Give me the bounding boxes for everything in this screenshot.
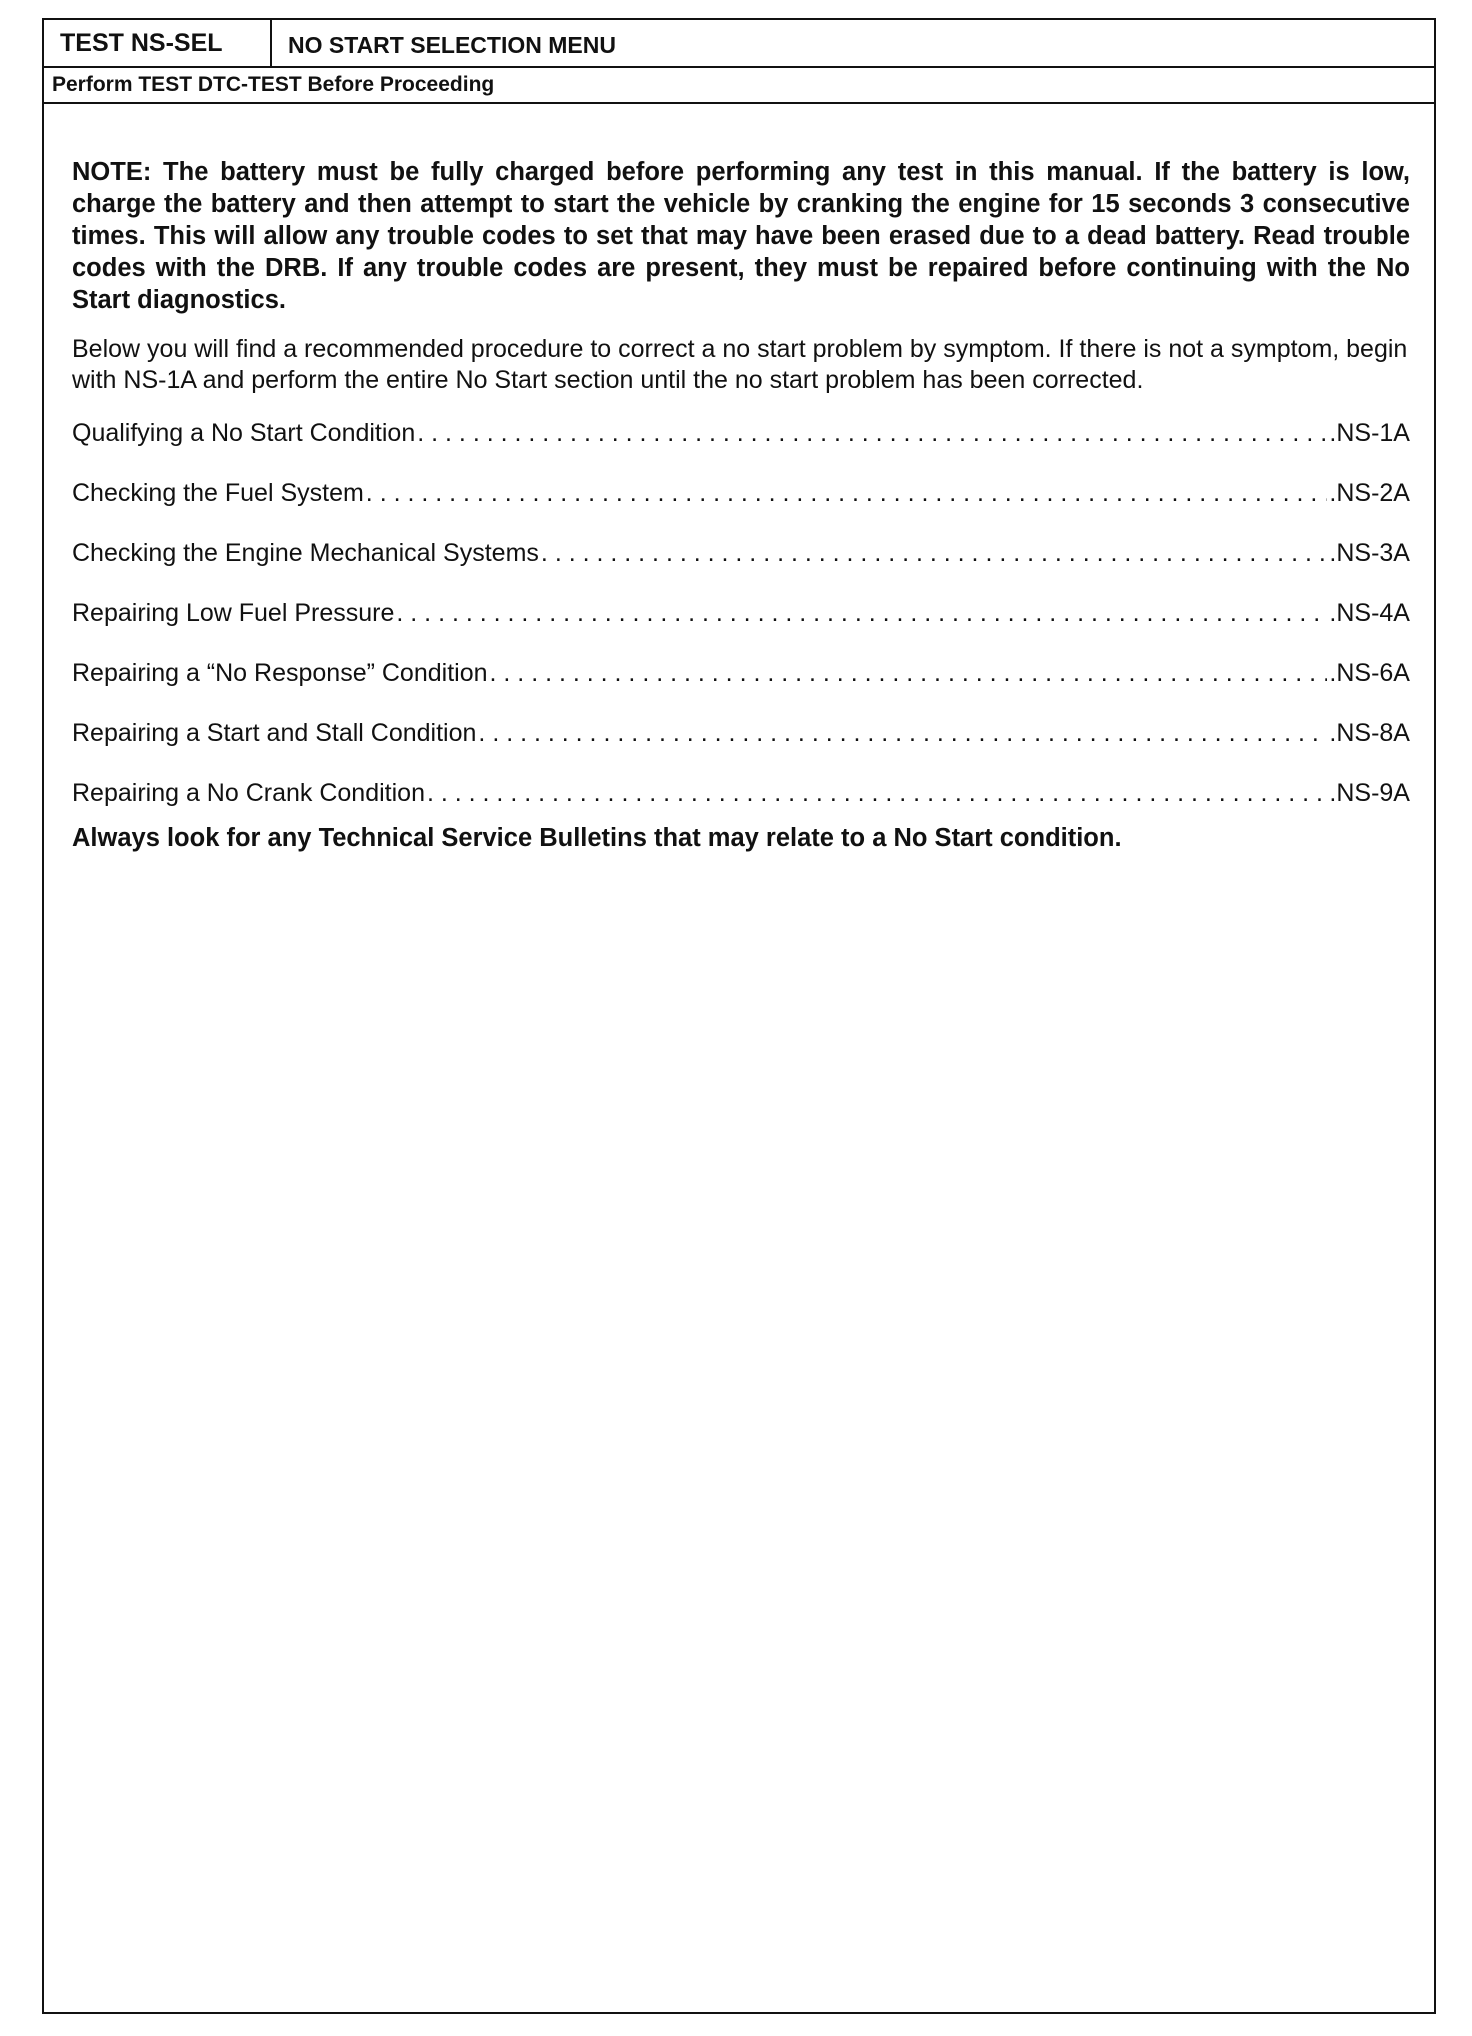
toc-code: .NS-6A bbox=[1329, 659, 1410, 687]
toc-leader-dots bbox=[490, 654, 1328, 692]
procedure-list bbox=[72, 414, 1410, 834]
prerequisite-line: Perform TEST DTC-TEST Before Proceeding bbox=[44, 68, 1434, 104]
battery-note: NOTE: The battery must be fully charged before performing any test in this manual. If the battery is low, charge the battery and then attempt to start the vehicle by cranking the engine for 15 seconds 3 consecutive times. This will allow any trouble codes to set that may have been erased due to a dead battery. Read trouble codes with the DRB. If any trouble codes are present, they must be repaired before continuing with the No Start diagnostics. bbox=[72, 158, 1410, 314]
toc-label: Repairing a No Crank Condition bbox=[72, 779, 425, 807]
test-title: NO START SELECTION MENU bbox=[288, 32, 616, 58]
toc-item-ns-4a[interactable] bbox=[72, 594, 1410, 654]
toc-leader-dots bbox=[427, 774, 1327, 812]
toc-code: .NS-9A bbox=[1329, 779, 1410, 807]
toc-code: .NS-2A bbox=[1329, 479, 1410, 507]
toc-item-ns-3a[interactable] bbox=[72, 534, 1410, 594]
toc-label: Repairing a Start and Stall Condition bbox=[72, 719, 477, 747]
toc-label: Checking the Fuel System bbox=[72, 479, 364, 507]
toc-leader-dots bbox=[396, 594, 1327, 632]
toc-item-ns-1a[interactable] bbox=[72, 414, 1410, 474]
toc-leader-dots bbox=[541, 534, 1327, 572]
content bbox=[72, 156, 1410, 880]
toc-item-ns-6a[interactable] bbox=[72, 654, 1410, 714]
intro-paragraph: Below you will find a recommended procedure to correct a no start problem by symptom. If there is not a symptom, begin with NS-1A and perform the entire No Start section until the no start problem has been corrected. bbox=[72, 335, 1408, 394]
toc-label: Repairing Low Fuel Pressure bbox=[72, 599, 395, 627]
toc-code: .NS-1A bbox=[1329, 419, 1410, 447]
tsb-reminder: Always look for any Technical Service Bulletins that may relate to a No Start condition. bbox=[72, 824, 1122, 852]
toc-item-ns-8a[interactable] bbox=[72, 714, 1410, 774]
toc-code: .NS-8A bbox=[1329, 719, 1410, 747]
toc-code: .NS-4A bbox=[1329, 599, 1410, 627]
toc-label: Qualifying a No Start Condition bbox=[72, 419, 416, 447]
toc-leader-dots bbox=[478, 714, 1327, 752]
test-id: TEST NS-SEL bbox=[44, 20, 272, 66]
document-frame bbox=[42, 18, 1436, 2014]
header-row bbox=[44, 20, 1434, 68]
toc-label: Checking the Engine Mechanical Systems bbox=[72, 539, 539, 567]
toc-item-ns-2a[interactable] bbox=[72, 474, 1410, 534]
toc-code: .NS-3A bbox=[1329, 539, 1410, 567]
toc-leader-dots bbox=[417, 414, 1327, 452]
toc-leader-dots bbox=[366, 474, 1328, 512]
toc-label: Repairing a “No Response” Condition bbox=[72, 659, 488, 687]
